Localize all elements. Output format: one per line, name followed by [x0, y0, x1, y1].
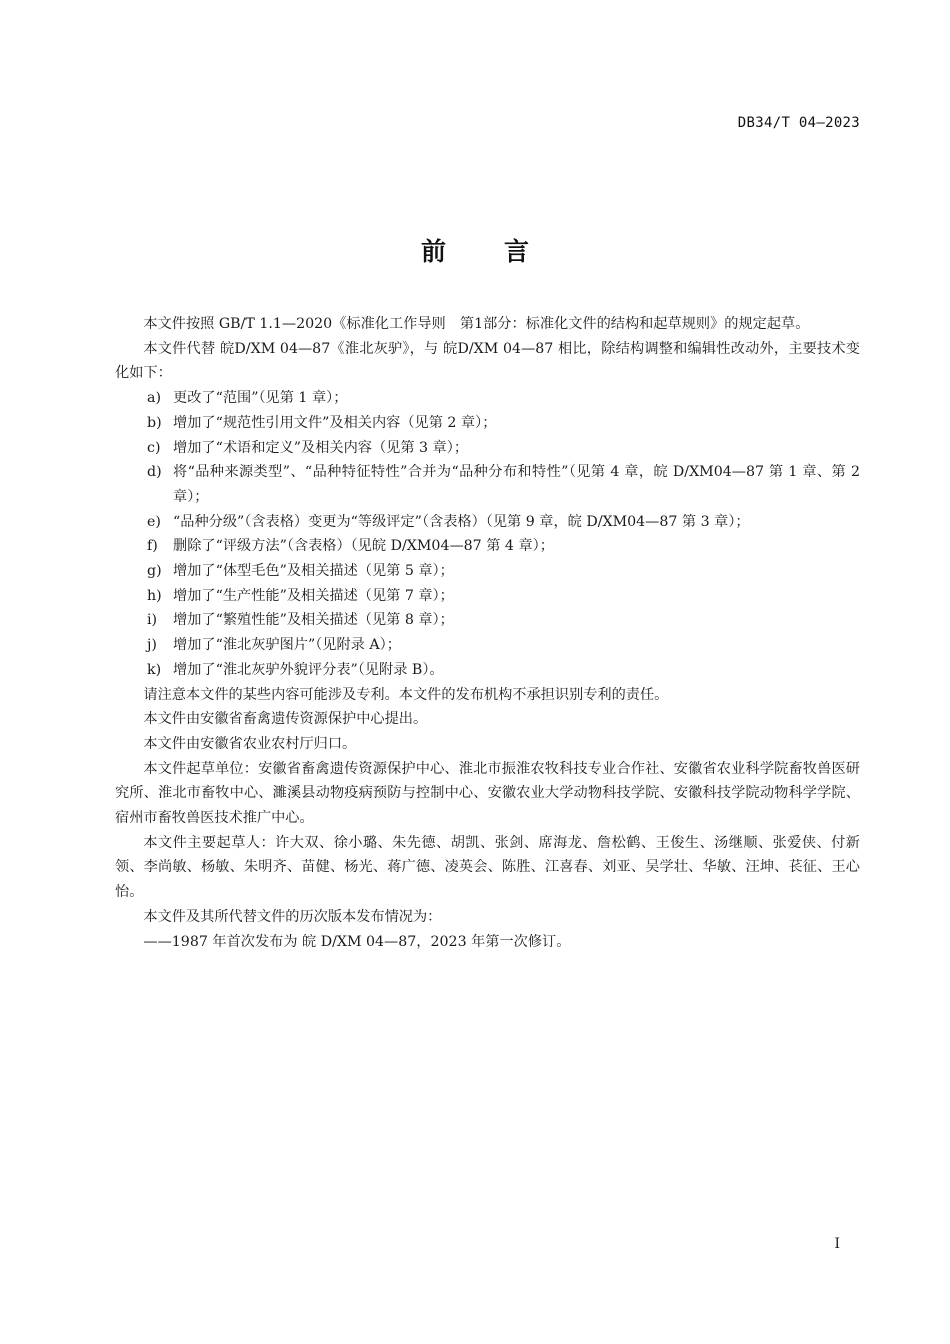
list-item — [115, 584, 860, 609]
changes-list — [115, 386, 860, 682]
list-item — [115, 460, 860, 509]
list-item-text: 增加了“淮北灰驴外貌评分表”（见附录 B）。 — [173, 661, 444, 678]
paragraph-drafting-units: 本文件起草单位：安徽省畜禽遗传资源保护中心、淮北市振淮农牧科技专业合作社、安徽省农业科学院畜牧兽医研究所、淮北市畜牧中心、濉溪县动物疫病预防与控制中心、安徽农业大学动物科技学院、安徽科技学院动物科学学院、宿州市畜牧兽医技术推广中心。 — [115, 760, 860, 827]
list-item — [115, 436, 860, 461]
paragraph-administrator: 本文件由安徽省农业农村厅归口。 — [143, 735, 357, 752]
paragraph-drafters: 本文件主要起草人：许大双、徐小璐、朱先德、胡凯、张剑、席海龙、詹松鹤、王俊生、汤继顺、张爱侠、付新领、李尚敏、杨敏、朱明齐、苗健、杨光、蒋广德、凌英会、陈胜、江喜春、刘亚、吴学壮、华敏、汪坤、苌征、王心怡。 — [115, 834, 860, 901]
list-item-label: f) — [147, 538, 158, 555]
list-item-text: 增加了“生产性能”及相关描述（见第 7 章）； — [173, 587, 454, 604]
paragraph-history-entry: ——1987 年首次发布为 皖 D/XM 04—87，2023 年第一次修订。 — [143, 933, 571, 950]
list-item-label: g) — [147, 563, 162, 580]
paragraph-drafting-rules: 本文件按照 GB/T 1.1—2020《标准化工作导则 第1部分：标准化文件的结构和起草规则》的规定起草。 — [143, 316, 810, 332]
list-item-text: 更改了“范围”（见第 1 章）； — [173, 390, 348, 407]
list-item-text: 增加了“体型毛色”及相关描述（见第 5 章）； — [173, 563, 454, 580]
list-item-label: d) — [147, 464, 162, 481]
list-item-label: c) — [147, 439, 161, 456]
list-item-text: 增加了“术语和定义”及相关内容（见第 3 章）； — [173, 439, 469, 456]
list-item-label: k) — [147, 661, 162, 678]
list-item-text: 删除了“评级方法”（含表格）（见皖 D/XM04—87 第 4 章）； — [173, 538, 554, 555]
list-item-text: “品种分级”（含表格）变更为“等级评定”（含表格）（见第 9 章，皖 D/XM04—87 第 3 章）； — [173, 513, 750, 530]
paragraph-replaces: 本文件代替 皖D/XM 04—87《淮北灰驴》，与 皖D/XM 04—87 相比，除结构调整和编辑性改动外，主要技术变化如下： — [115, 340, 860, 382]
list-item-label: e) — [147, 513, 161, 530]
paragraph-history-intro: 本文件及其所代替文件的历次版本发布情况为： — [143, 908, 442, 925]
list-item — [115, 534, 860, 559]
list-item-label: b) — [147, 414, 162, 431]
document-code: DB34/T 04—2023 — [737, 115, 860, 131]
list-item-text: 增加了“规范性引用文件”及相关内容（见第 2 章）； — [173, 414, 497, 431]
page-number: I — [834, 1236, 840, 1252]
list-item — [115, 633, 860, 658]
list-item-label: h) — [147, 587, 162, 604]
list-item — [115, 386, 860, 411]
list-item — [115, 559, 860, 584]
list-item-text: 增加了“淮北灰驴图片”（见附录 A）； — [173, 637, 401, 654]
list-item-text: 增加了“繁殖性能”及相关描述（见第 8 章）； — [173, 612, 454, 629]
paragraph-proposer: 本文件由安徽省畜禽遗传资源保护中心提出。 — [143, 711, 428, 728]
list-item — [115, 411, 860, 436]
list-item — [115, 658, 860, 683]
list-item — [115, 510, 860, 535]
list-item-label: a) — [147, 390, 161, 407]
page-title: 前言 — [420, 237, 587, 266]
foreword-body — [115, 312, 860, 954]
list-item-text: 将“品种来源类型”、“品种特征特性”合并为“品种分布和特性”（见第 4 章，皖 D/XM04—87 第 1 章、第 2 章）； — [173, 464, 860, 505]
list-item — [115, 608, 860, 633]
list-item-label: j) — [147, 637, 157, 654]
paragraph-patent-notice: 请注意本文件的某些内容可能涉及专利。本文件的发布机构不承担识别专利的责任。 — [143, 686, 669, 703]
list-item-label: i) — [147, 612, 158, 629]
